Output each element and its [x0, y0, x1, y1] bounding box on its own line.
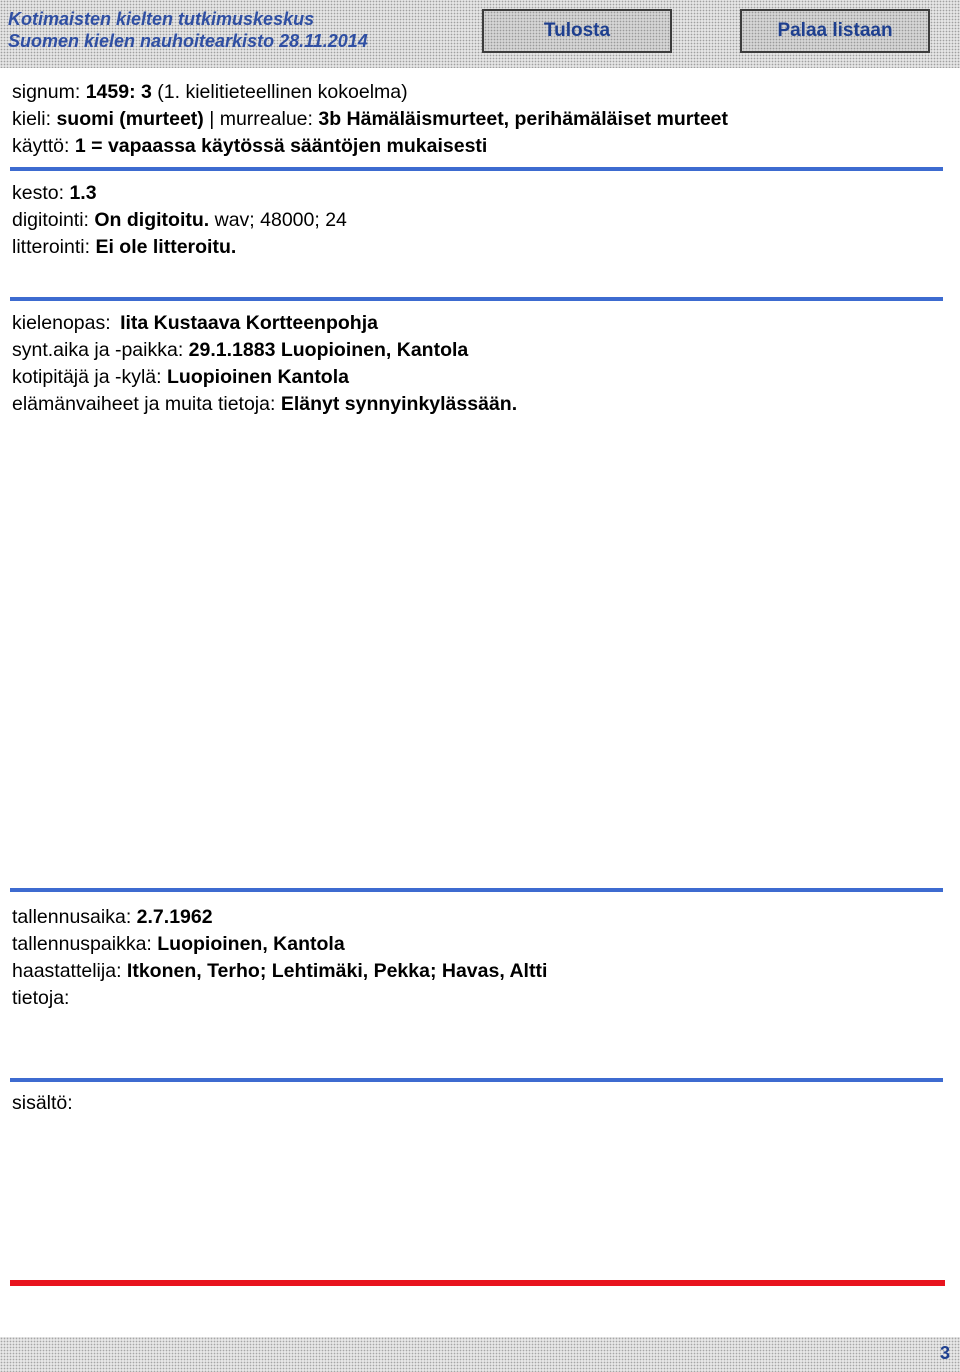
birth-row	[12, 338, 468, 362]
signum-label: signum:	[12, 81, 81, 103]
transcription-label: litterointi:	[12, 236, 91, 258]
end-divider	[10, 1280, 945, 1286]
transcription-row	[12, 235, 236, 259]
usage-label: käyttö:	[12, 135, 70, 157]
digitization-format: wav; 48000; 24	[214, 209, 347, 231]
content-label: sisältö:	[12, 1092, 73, 1114]
page-number: 3	[939, 1343, 950, 1363]
signum-value: 1459: 3	[85, 81, 152, 103]
interviewer-row	[12, 959, 547, 983]
collection-name: (1. kielitieteellinen kokoelma)	[157, 81, 408, 103]
section-divider	[10, 1078, 943, 1082]
page-footer	[0, 1337, 960, 1372]
section-divider	[10, 167, 943, 171]
separator: |	[209, 108, 215, 130]
dialect-area-value: 3b Hämäläismurteet, perihämäläiset murteet	[318, 108, 729, 130]
language-row	[12, 107, 728, 131]
recording-place-value: Luopioinen, Kantola	[157, 933, 345, 955]
informant-name-row	[12, 311, 378, 335]
life-value: Elänyt synnyinkylässään.	[280, 393, 518, 415]
section-divider	[10, 297, 943, 301]
life-label: elämänvaiheet ja muita tietoja:	[12, 393, 276, 415]
language-value: suomi (murteet)	[56, 108, 204, 130]
duration-label: kesto:	[12, 182, 65, 204]
birth-value: 29.1.1883 Luopioinen, Kantola	[188, 339, 469, 361]
home-value: Luopioinen Kantola	[167, 366, 349, 388]
transcription-value: Ei ole litteroitu.	[95, 236, 237, 258]
digitization-label: digitointi:	[12, 209, 89, 231]
digitization-value: On digitoitu.	[94, 209, 210, 231]
informant-name-label: kielenopas:	[12, 312, 111, 334]
recording-place-row	[12, 932, 345, 956]
language-label: kieli:	[12, 108, 52, 130]
interviewer-label: haastattelija:	[12, 960, 122, 982]
content-row	[12, 1091, 73, 1115]
dialect-area-label: murrealue:	[219, 108, 313, 130]
duration-row	[12, 181, 97, 205]
recording-date-label: tallennusaika:	[12, 906, 132, 928]
interviewer-value: Itkonen, Terho; Lehtimäki, Pekka; Havas, Altti	[126, 960, 548, 982]
usage-row	[12, 134, 487, 158]
institution-name	[8, 8, 368, 52]
informant-name-value: Iita Kustaava Kortteenpohja	[120, 312, 378, 334]
recording-date-row	[12, 905, 213, 929]
usage-value: 1 = vapaassa käytössä sääntöjen mukaisesti	[74, 135, 488, 157]
institution-line-1: Kotimaisten kielten tutkimuskeskus	[8, 9, 315, 29]
home-label: kotipitäjä ja -kylä:	[12, 366, 162, 388]
recording-place-label: tallennuspaikka:	[12, 933, 152, 955]
life-row	[12, 392, 517, 416]
back-to-list-button[interactable]: Palaa listaan	[740, 9, 930, 53]
page-header	[0, 0, 960, 68]
recording-date-value: 2.7.1962	[136, 906, 213, 928]
duration-value: 1.3	[69, 182, 97, 204]
info-label: tietoja:	[12, 987, 70, 1009]
info-row	[12, 986, 69, 1010]
digitization-row	[12, 208, 347, 232]
home-row	[12, 365, 349, 389]
birth-label: synt.aika ja -paikka:	[12, 339, 184, 361]
signum-row	[12, 80, 408, 104]
print-button[interactable]: Tulosta	[482, 9, 672, 53]
section-divider	[10, 888, 943, 892]
institution-line-2: Suomen kielen nauhoitearkisto 28.11.2014	[8, 31, 368, 51]
